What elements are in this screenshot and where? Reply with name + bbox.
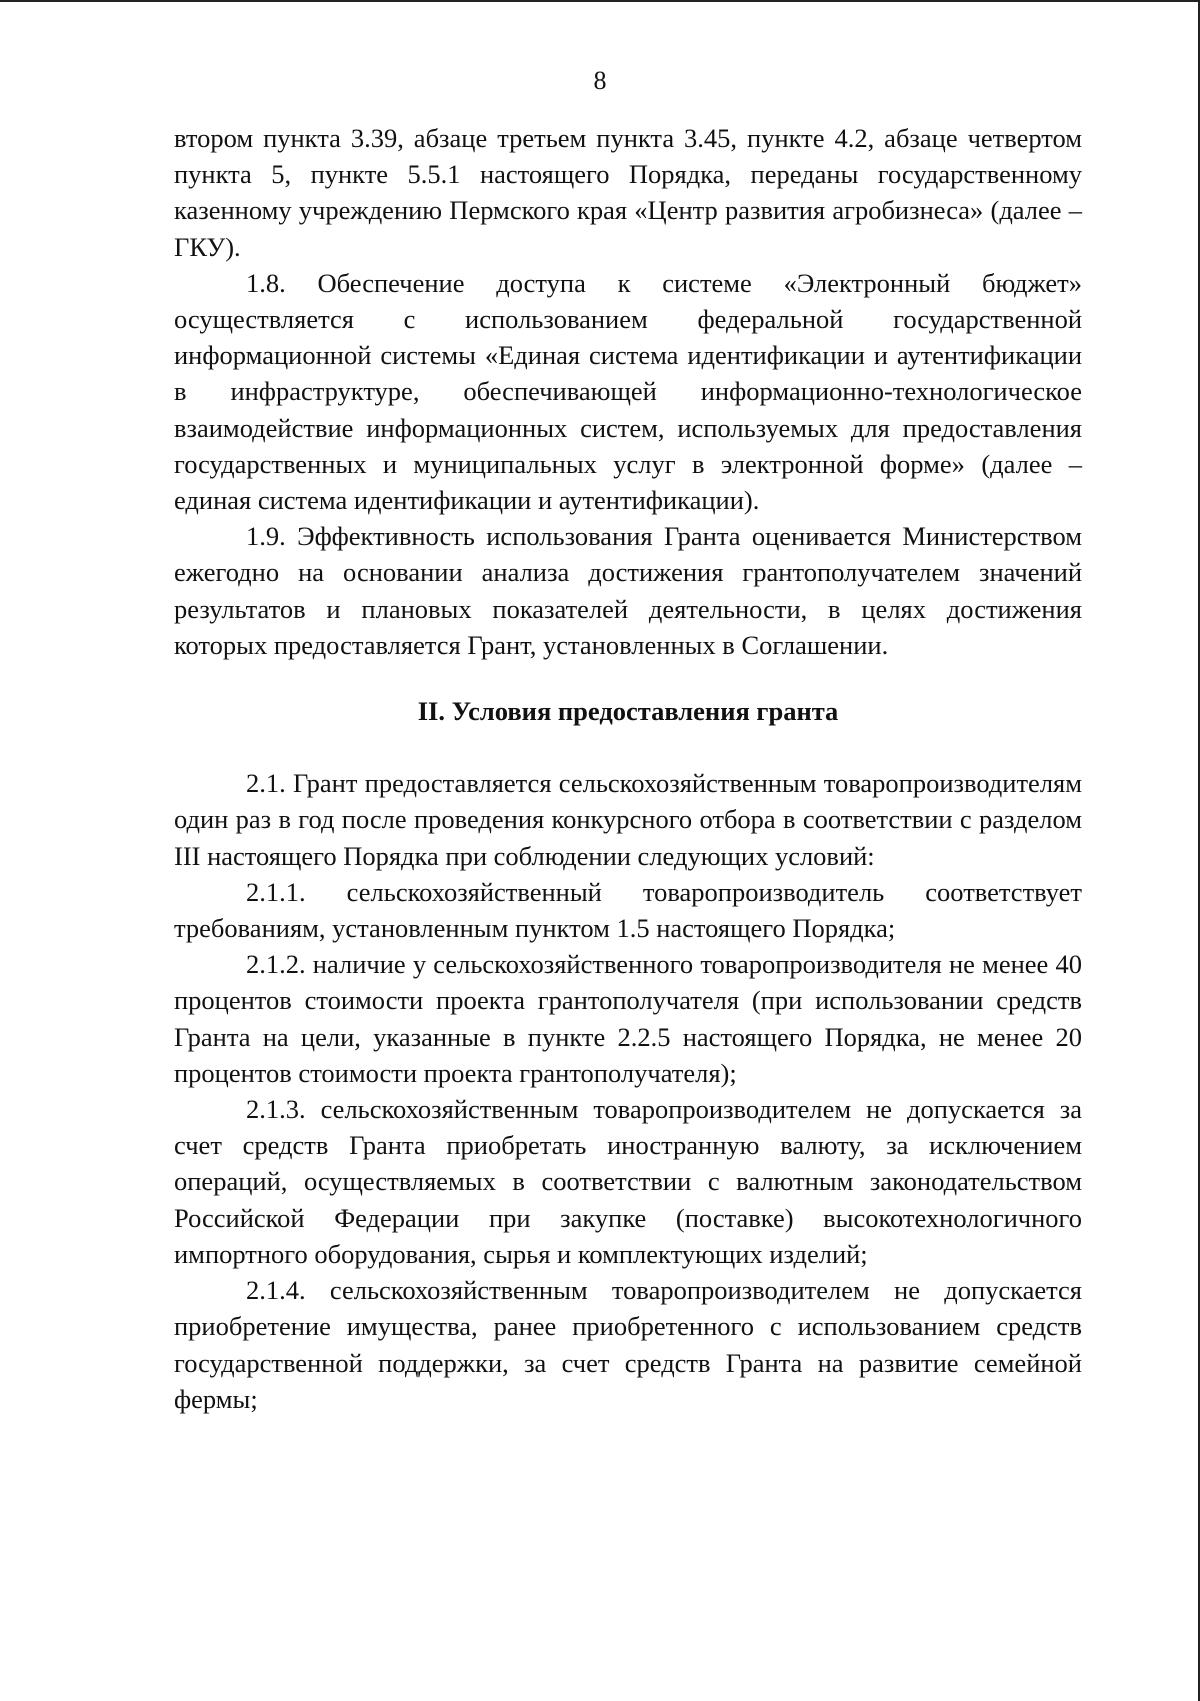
paragraph-2-1: 2.1. Грант предоставляется сельскохозяйственным товаропроизводителям один раз в год после проведения конкурсного отбора в соответствии с разделом III настоящего Порядка при соблюдении следующих условий: <box>174 768 1082 871</box>
page-border-top <box>0 0 1200 2</box>
paragraph-2-1-1: 2.1.1. сельскохозяйственный товаропроизводитель соответствует требованиям, установленным пунктом 1.5 настоящего Порядка; <box>174 876 1082 944</box>
paragraph-1-9: 1.9. Эффективность использования Гранта оценивается Министерством ежегодно на основании анализа достижения грантополучателем значений результатов и плановых показателей деятельности, в целях достижения которых предоставляется Грант, установленных в Соглашении. <box>174 521 1082 660</box>
paragraph-2-1-2: 2.1.2. наличие у сельскохозяйственного товаропроизводителя не менее 40 процентов стоимости проекта грантополучателя (при использовании средств Гранта на цели, указанные в пункте 2.2.5 настоящего Порядка, не менее 20 процентов стоимости проекта грантополучателя); <box>174 949 1082 1088</box>
section-heading: II. Условия предоставления гранта <box>417 696 839 727</box>
paragraph-1-8: 1.8. Обеспечение доступа к системе «Электронный бюджет» осуществляется с использованием федеральной государственной информационной системы «Единая система идентификации и аутентификации в инфраструктуре, обеспечивающей информационно-технологическое взаимодействие информационных систем, используемых для предоставления государственных и муниципальных услуг в электронной форме» (далее – единая система идентификации и аутентификации). <box>174 267 1082 516</box>
document-body <box>174 120 1082 1417</box>
paragraph-2-1-3: 2.1.3. сельскохозяйственным товаропроизводителем не допускается за счет средств Гранта приобретать иностранную валюту, за исключением операций, осуществляемых в соответствии с валютным законодательством Российской Федерации при закупке (поставке) высокотехнологичного импортного оборудования, сырья и комплектующих изделий; <box>174 1094 1082 1269</box>
page-number: 8 <box>593 66 607 95</box>
paragraph-continuation: втором пункта 3.39, абзаце третьем пункта 3.45, пункте 4.2, абзаце четвертом пункта 5, пункте 5.5.1 настоящего Порядка, переданы государственному казенному учреждению Пермского края «Центр развития агробизнеса» (далее – ГКУ). <box>174 123 1082 262</box>
paragraph-2-1-4: 2.1.4. сельскохозяйственным товаропроизводителем не допускается приобретение имущества, ранее приобретенного с использованием средств государственной поддержки, за счет средств Гранта на развитие семейной фермы; <box>174 1275 1082 1414</box>
